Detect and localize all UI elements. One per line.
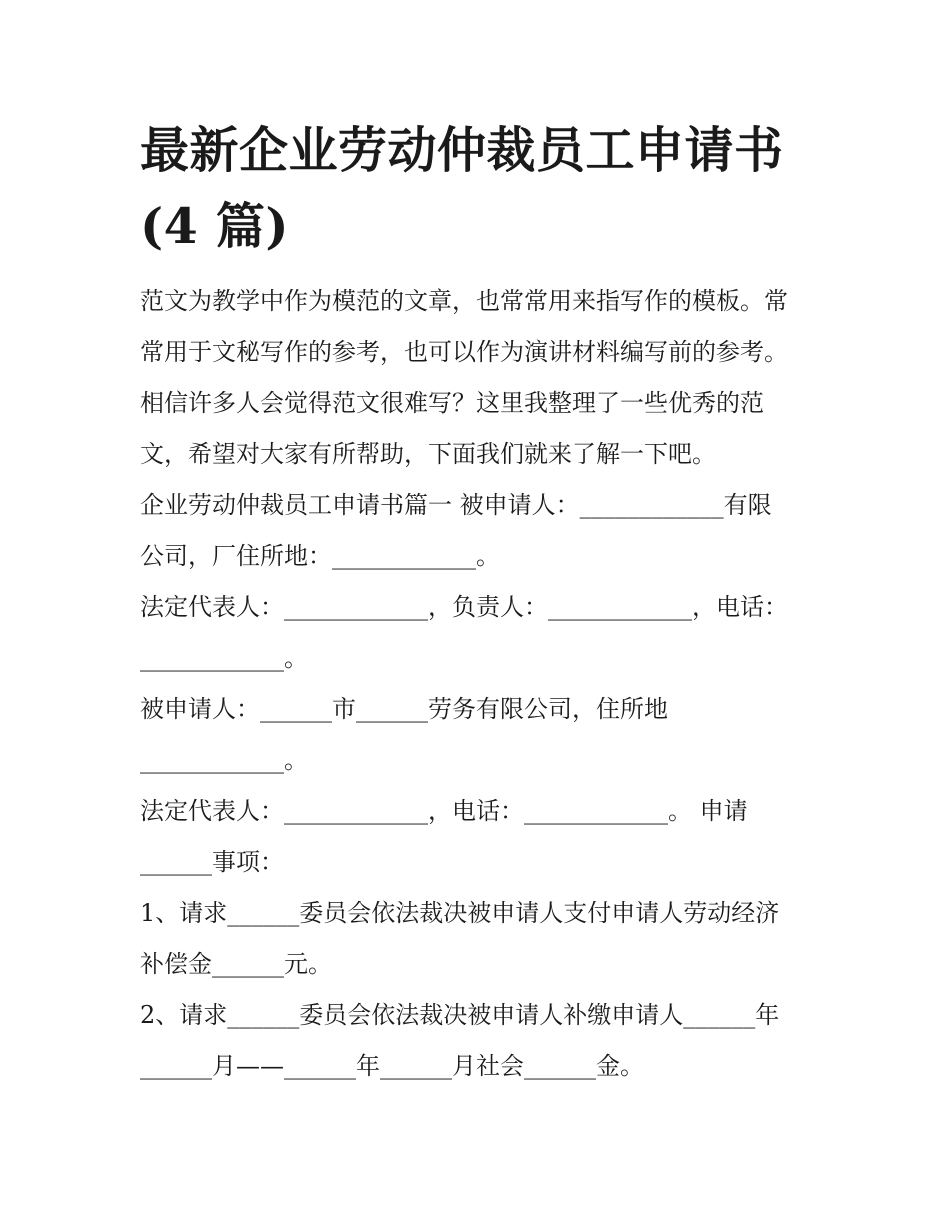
body-line-13: 1、请求______委员会依法裁决被申请人支付申请人劳动经济 (140, 899, 780, 927)
document-body (140, 282, 830, 1098)
body-line-11: 法定代表人：____________，电话：____________。 申请 (140, 797, 748, 825)
body-line-8: ____________。 (140, 644, 308, 672)
body-line-7: 法定代表人：____________，负责人：____________，电话： (140, 593, 788, 621)
document-title (140, 112, 840, 264)
body-line-16: ______月——______年______月社会______金。 (140, 1052, 644, 1080)
body-line-9: 被申请人：______市______劳务有限公司，住所地 (140, 695, 668, 723)
body-line-1: 范文为教学中作为模范的文章，也常常用来指写作的模板。常 (140, 287, 788, 315)
body-line-15: 2、请求______委员会依法裁决被申请人补缴申请人______年 (140, 1001, 780, 1029)
body-line-2: 常用于文秘写作的参考，也可以作为演讲材料编写前的参考。 (140, 338, 788, 366)
body-line-12: ______事项： (140, 848, 284, 876)
body-line-14: 补偿金______元。 (140, 950, 332, 978)
body-line-3: 相信许多人会觉得范文很难写？这里我整理了一些优秀的范 (140, 389, 764, 417)
title-line-2: (4 篇) (140, 197, 290, 255)
body-line-10: ____________。 (140, 746, 308, 774)
body-line-4: 文，希望对大家有所帮助，下面我们就来了解一下吧。 (140, 440, 716, 468)
body-line-5: 企业劳动仲裁员工申请书篇一 被申请人：____________有限 (140, 491, 772, 519)
body-line-6: 公司，厂住所地：____________。 (140, 542, 500, 570)
title-line-1: 最新企业劳动仲裁员工申请书 (140, 121, 784, 179)
